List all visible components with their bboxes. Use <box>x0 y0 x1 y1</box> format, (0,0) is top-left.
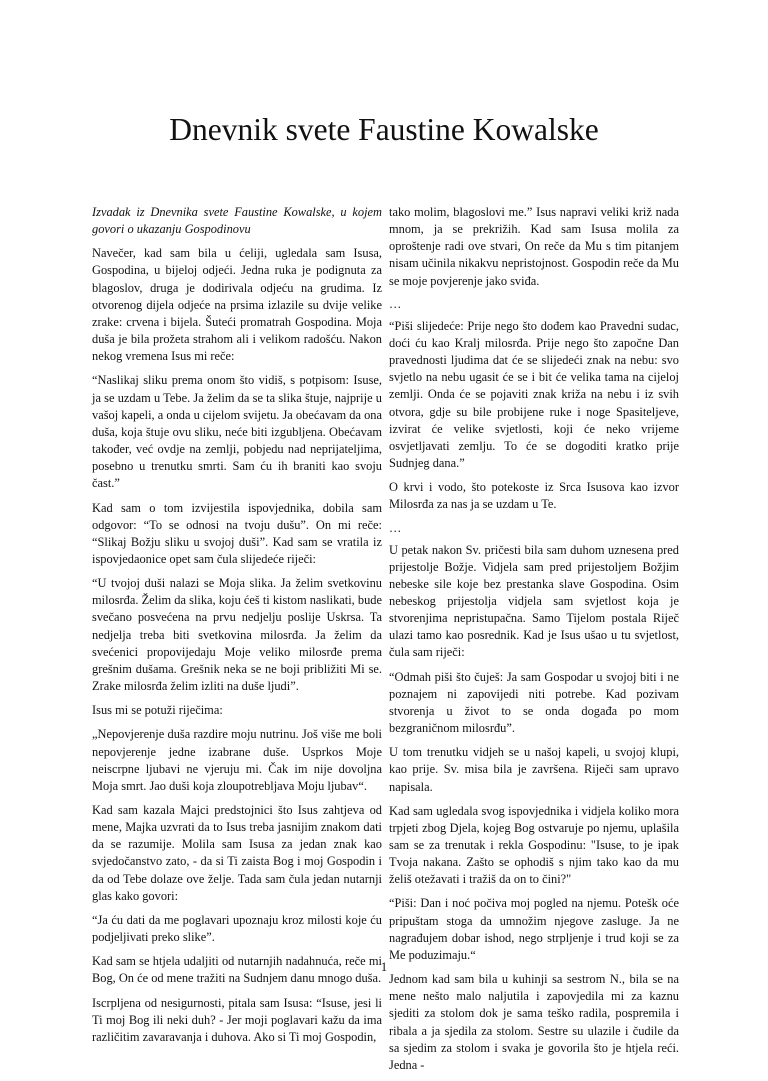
paragraph: Kad sam ugledala svog ispovjednika i vidjela koliko mora trpjeti zbog Djela, kojeg Bog ostvaruje po njemu, uplašila sam se za trenutak i rekla Gospodinu: "Isuse, to je ipak Tvoja nakana. Zašto se ophodiš s njim tako kao da mu želiš otežavati i tražiš da on to čini?" <box>389 803 679 887</box>
paragraph: O krvi i vodo, što potekoste iz Srca Isusova kao izvor Milosrđa za nas ja se uzdam u Te. <box>389 480 679 512</box>
paragraph: Iscrpljena od nesigurnosti, pitala sam Isusa: “Isuse, jesi li Ti moj Bog ili neki duh? - Jer moji poglavari kažu da ima različitim zavaravanja i duhova. Ako si Ti moj Gospodin, <box>92 995 382 1044</box>
paragraph: Kad sam se htjela udaljiti od nutarnjih nadahnuća, reče mi Bog, On će od mene tražiti na Sudnjem danu mnogo duša. <box>92 954 382 986</box>
paragraph: “Naslikaj sliku prema onom što vidiš, s potpisom: Isuse, ja se uzdam u Tebe. Ja želim da se ta slika štuje, najprije u vašoj kapeli, a onda u cijelom svijetu. Ja obećavam da ona duša, koja štuje ovu sliku, neće biti izgubljena. Obećavam također, već ovdje na zemlji, pobjedu nad neprijateljima, posebno u trenutku smrti. Sam ću ih braniti kao svoju čast.” <box>92 373 382 491</box>
intro-paragraph: Izvadak iz Dnevnika svete Faustine Kowalske, u kojem govori o ukazanju Gospodinovu <box>92 205 382 237</box>
section-separator: … <box>389 296 402 311</box>
page-number: 1 <box>380 960 388 974</box>
paragraph: Kad sam kazala Majci predstojnici što Isus zahtjeva od mene, Majka uzvrati da to Isus treba jasnijim znakom dati da se razumije. Molila sam Isusa za jedan znak kao svjedočanstvo zato, - da si Ti zaista Bog i moj Gospodin i da od Tebe dolaze ove želje. Tada sam čula jedan nutarnji glas kako govori: <box>92 803 382 903</box>
paragraph: “Ja ću dati da me poglavari upoznaju kroz milosti koje ću podjeljivati preko slike”. <box>92 912 382 945</box>
paragraph: “Odmah piši što čuješ: Ja sam Gospodar u svojoj biti i ne poznajem ni zapovijedi niti potrebe. Kad pozivam stvorenja u život to se onda događa po mom bezgraničnom milosrđu”. <box>389 669 679 736</box>
right-column <box>389 204 679 1081</box>
paragraph: tako molim, blagoslovi me.” Isus napravi veliki križ nada mnom, ja se prekrižih. Kad sam Isusa molila za oproštenje radi ove stvari, On reče da Mu s tim pitanjem nisam učinila nikakvu nepristojnost. Gospodin reče da Mu se moje povjerenje jako sviđa. <box>389 205 679 288</box>
paragraph: Navečer, kad sam bila u ćeliji, ugledala sam Isusa, Gospodina, u bijeloj odjeći. Jedna ruka je podignuta za blagoslov, druga je dodirivala odjeću na grudima. Iz otvorenog dijela odjeće na prsima izlazile su dvije velike zrake: crvena i bijela. Šuteći promatrah Gospodina. Moja duša je bila prožeta strahom ali i velikom radošću. Nakon nekog vremena Isus mi reče: <box>92 246 382 364</box>
paragraph: “Piši: Dan i noć počiva moj pogled na njemu. Potešk oće pripuštam stoga da umnožim njegove zasluge. Ja ne nagrađujem dobar ishod, nego strpljenje i trud koji se za Me poduzimaju.“ <box>389 896 679 962</box>
paragraph: Jednom kad sam bila u kuhinji sa sestrom N., bila se na mene nešto malo naljutila i zapovjedila mi za kaznu sjediti za stolom dok je sama teško radila, pospremila i ribala a ja sjedila za stolom. Sestre su ulazile i čudile da sa sjedim za stolom i svaka je govorila što je htjela reći. Jedna - <box>389 972 679 1072</box>
paragraph: “U tvojoj duši nalazi se Moja slika. Ja želim svetkovinu milosrđa. Želim da slika, koju ćeš ti kistom naslikati, bude svečano posvećena na prvu nedjelju poslije Uskrsa. Ta nedjelja treba biti svetkovina milosrđa. Ja želim da svećenici propovijedaju Moje veliko milosrđe prema grešnim dušama. Grešnik neka se ne boji približiti Mi se. Zrake milosrđa želim izliti na duše ljudi”. <box>92 576 382 694</box>
paragraph: „Nepovjerenje duša razdire moju nutrinu. Još više me boli nepovjerenje jedne izabrane duše. Usprkos Moje neiscrpne ljubavi ne vjeruju mi. Čak im nije dovoljna Moja smrt. Jao duši koja zloupotrebljava Moju ljubav“. <box>92 727 382 793</box>
document-title: Dnevnik svete Faustine Kowalske <box>169 112 599 147</box>
left-column <box>92 204 382 1053</box>
paragraph: “Piši slijedeće: Prije nego što dođem kao Pravedni sudac, doći ću kao Kralj milosrđa. Prije nego što započne Dan pravednosti ljudima dat će se slijedeći znak na nebu: svo svjetlo na nebu ugasit će se i bit će velika tama na cijeloj zemlji. Onda će se pojaviti znak križa na nebu i iz svih otvora, gdje su bile probijene ruke i noge Spasiteljeve, izvirat će velike svjetlosti, koji će neko vrijeme osvjetljavati zemlju. To će se dogoditi kratko prije Sudnjeg dana.” <box>389 318 679 471</box>
paragraph: Isus mi se potuži riječima: <box>92 703 223 718</box>
section-separator: … <box>389 520 402 535</box>
paragraph: Kad sam o tom izvijestila ispovjednika, dobila sam odgovor: “To se odnosi na tvoju dušu”. On mi reče: “Slikaj Božju sliku u svojoj duši”. Kad sam se vratila iz ispovjedaonice opet sam čula slijedeće riječi: <box>92 500 382 566</box>
paragraph: U petak nakon Sv. pričesti bila sam duhom uznesena pred prijestolje Božje. Vidjela sam pred prijestoljem Božjim nebeske sile koje bez prestanka slave Gospodina. Osim nebeskog prijestolja vidjela sam svjetlost koja je stvorenjima nepristupačna. Samo Tijelom postala Riječ ulazi tamo kao posrednik. Kad je Isus ušao u tu svjetlost, čula sam riječi: <box>389 542 679 660</box>
paragraph: U tom trenutku vidjeh se u našoj kapeli, u svojoj klupi, kao prije. Sv. misa bila je završena. Riječi sam upravo napisala. <box>389 745 679 794</box>
